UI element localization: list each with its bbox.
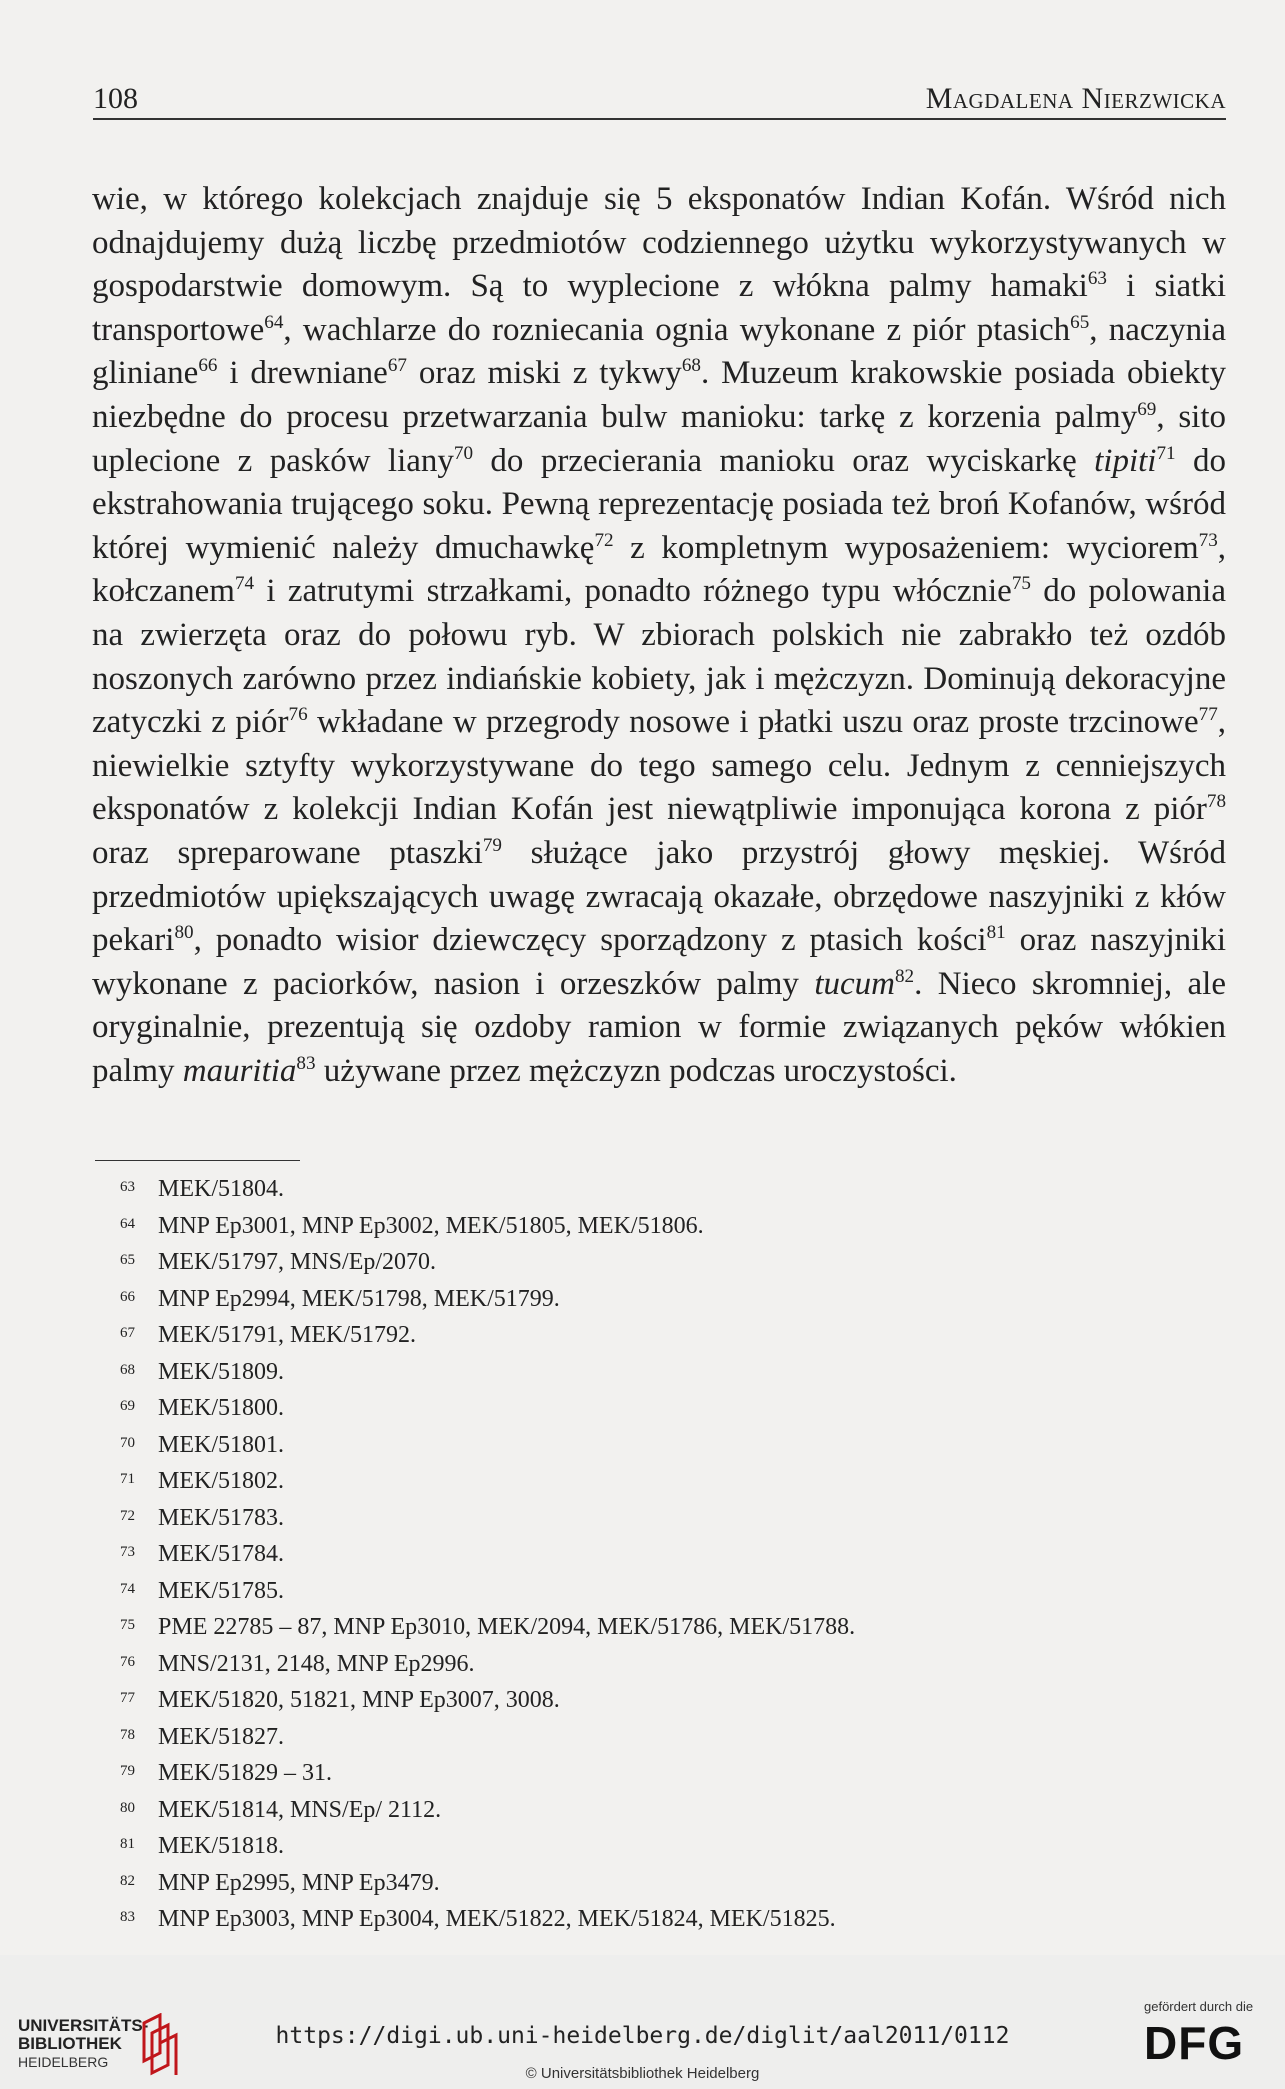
running-head: Magdalena Nierzwicka (925, 82, 1226, 115)
footnote (120, 1754, 1220, 1791)
footnote-rule (95, 1160, 300, 1161)
footnote-text: MEK/51809. (158, 1358, 284, 1385)
footnote-text: MNP Ep3003, MNP Ep3004, MEK/51822, MEK/51824, MEK/51825. (158, 1906, 836, 1932)
footnote-number: 78 (120, 1726, 135, 1743)
footnote (120, 1535, 1220, 1572)
footnote-text: MEK/51829 – 31. (158, 1760, 332, 1786)
footnote-text: MEK/51802. (158, 1468, 284, 1494)
footnote-number: 75 (120, 1617, 135, 1633)
footnote-number: 77 (120, 1690, 135, 1706)
footnote-text: MEK/51784. (158, 1541, 284, 1567)
page-number: 108 (93, 82, 138, 115)
footnotes (120, 1170, 1220, 1937)
permalink-url[interactable]: https://digi.ub.uni-heidelberg.de/diglit/aal2011/0112 (275, 2023, 1010, 2049)
footnote (120, 1900, 1220, 1937)
footnote-text: MEK/51804. (158, 1176, 284, 1202)
footnote-number: 63 (120, 1179, 135, 1195)
footnote-text: MNP Ep2995, MNP Ep3479. (158, 1869, 440, 1896)
page-header (93, 78, 1226, 120)
footnote (120, 1645, 1220, 1682)
footnote-number: 66 (120, 1288, 135, 1305)
footnote (120, 1462, 1220, 1499)
footnote (120, 1353, 1220, 1390)
footnote-number: 72 (120, 1507, 135, 1524)
footnote-text: MEK/51827. (158, 1723, 284, 1750)
footnote-number: 83 (120, 1909, 135, 1925)
footnote (120, 1243, 1220, 1280)
footnote (120, 1426, 1220, 1463)
footnote-text: MEK/51791, MEK/51792. (158, 1322, 416, 1348)
footnote (120, 1389, 1220, 1426)
footnote-number: 68 (120, 1361, 135, 1378)
footnote-number: 69 (120, 1398, 135, 1414)
footnote (120, 1499, 1220, 1536)
footnote-text: MEK/51783. (158, 1504, 284, 1531)
footnote-text: MNS/2131, 2148, MNP Ep2996. (158, 1650, 475, 1677)
footnote-text: MEK/51820, 51821, MNP Ep3007, 3008. (158, 1687, 560, 1713)
footnote (120, 1718, 1220, 1755)
footnote (120, 1316, 1220, 1353)
digitization-footer (0, 1955, 1285, 2089)
dfg-funder-logo (1140, 1997, 1270, 2077)
footnote-text: MEK/51800. (158, 1395, 284, 1421)
footnote-number: 80 (120, 1799, 135, 1816)
library-name-line1: UNIVERSITÄTS- (18, 2016, 149, 2035)
footnote (120, 1827, 1220, 1864)
library-name-line2: BIBLIOTHEK (18, 2034, 122, 2053)
footnote (120, 1572, 1220, 1609)
footnote-number: 67 (120, 1325, 135, 1341)
footnote (120, 1791, 1220, 1828)
footnote-number: 70 (120, 1434, 135, 1451)
footnote-text: MNP Ep3001, MNP Ep3002, MEK/51805, MEK/51806. (158, 1212, 704, 1239)
footnote-text: MEK/51797, MNS/Ep/2070. (158, 1249, 437, 1275)
footnote (120, 1608, 1220, 1645)
footnote-text: MEK/51818. (158, 1833, 284, 1859)
footnote-text: MEK/51801. (158, 1431, 284, 1458)
footnote-number: 79 (120, 1763, 135, 1779)
footnote-number: 82 (120, 1872, 135, 1889)
library-name-line3: HEIDELBERG (18, 2054, 109, 2070)
footnote-number: 81 (120, 1836, 135, 1852)
footnote-number: 65 (120, 1252, 135, 1268)
footnote-number: 76 (120, 1653, 135, 1670)
footnote-number: 64 (120, 1215, 135, 1232)
main-paragraph: wie, w którego kolekcjach znajduje się 5 eksponatów Indian Kofán. Wśród nich odnajdujemy dużą liczbę przedmiotów codziennego użytku wykorzystywanych w gospodarstwie domowym. Są to wyplecione z włókna palmy hamaki$^{63}$ i siatki transportowe$^{64}$, wachlarze do rozniecania ognia wykonane z piór ptasich$^{65}$, naczynia gliniane$^{66}$ i drewniane$^{67}$ oraz miski z tykwy$^{68}$. Muzeum krakowskie posiada obiekty niezbędne do procesu przetwarzania bulw manioku: tarkę z korzenia palmy$^{69}$, sito uplecione z pasków liany$^{70}$ do przecierania manioku oraz wyciskarkę tipiti$^{71}$ do ekstrahowania trującego soku. Pewną reprezentację posiada też broń Kofanów, wśród której wymienić należy dmuchawkę$^{72}$ z kompletnym wyposażeniem: wyciorem$^{73}$, kołczanem$^{74}$ i zatrutymi strzałkami, ponadto różnego typu włócznie$^{75}$ do polowania na zwierzęta oraz do połowu ryb. W zbiorach polskich nie zabrakło też ozdób noszonych zarówno przez indiańskie kobiety, jak i mężczyzn. Dominują dekoracyjne zatyczki z piór$^{76}$ wkładane w przegrody nosowe i płatki uszu oraz proste trzcinowe$^{77}$, niewielkie sztyfty wykorzystywane do tego samego celu. Jednym z cenniejszych eksponatów z kolekcji Indian Kofán jest niewątpliwie imponująca korona z piór$^{78}$ oraz spreparowane ptaszki$^{79}$ służące jako przystrój głowy męskiej. Wśród przedmiotów upiększających uwagę zwracają okazałe, obrzędowe naszyjniki z kłów pekari$^{80}$, ponadto wisior dziewczęcy sporządzony z ptasich kości$^{81}$ oraz naszyjniki wykonane z paciorków, nasion i orzeszków palmy tucum$^{82}$. Nieco skromniej, ale oryginalnie, prezentują się ozdoby ramion w formie związanych pęków włókien palmy mauritia$^{83}$ używane przez mężczyzn podczas uroczystości. (92, 181, 1227, 1089)
footnote (120, 1280, 1220, 1317)
footnote (120, 1207, 1220, 1244)
footnote-text: MNP Ep2994, MEK/51798, MEK/51799. (158, 1285, 560, 1312)
footnote-number: 71 (120, 1471, 135, 1487)
footnote-text: PME 22785 – 87, MNP Ep3010, MEK/2094, MEK/51786, MEK/51788. (158, 1614, 856, 1640)
copyright-notice: © Universitätsbibliothek Heidelberg (525, 2065, 760, 2082)
footnote-text: MEK/51785. (158, 1577, 284, 1604)
footnote-number: 74 (120, 1580, 135, 1597)
dfg-logo: DFG (1144, 2017, 1245, 2069)
footnote (120, 1864, 1220, 1901)
footnote (120, 1681, 1220, 1718)
footnote-text: MEK/51814, MNS/Ep/ 2112. (158, 1796, 442, 1823)
footnote (120, 1170, 1220, 1207)
funder-caption: gefördert durch die (1144, 1999, 1254, 2014)
footnote-number: 73 (120, 1544, 135, 1560)
